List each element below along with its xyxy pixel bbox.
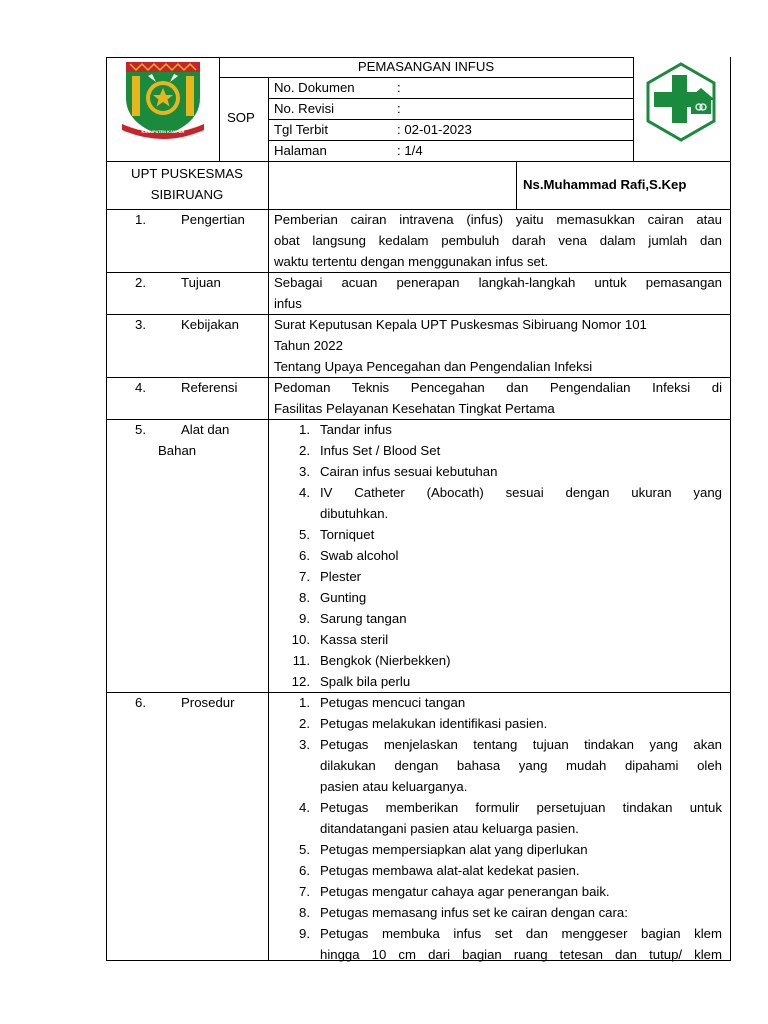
organization-name: UPT PUSKESMAS	[131, 166, 243, 181]
organization-name: SIBIRUANG	[150, 187, 224, 202]
list-item	[274, 734, 722, 755]
list-item	[274, 650, 722, 671]
list-text: Petugas memasang infus set ke cairan dengan cara:	[320, 905, 628, 920]
list-item-continuation	[274, 944, 722, 965]
list-number: 7.	[299, 884, 310, 899]
table-line	[633, 57, 634, 161]
list-text: Bengkok (Nierbekken)	[320, 653, 451, 668]
list-text: pasien atau keluarganya.	[320, 779, 468, 794]
list-number: 9.	[299, 926, 310, 941]
list-text: Gunting	[320, 590, 367, 605]
table-line	[268, 77, 269, 161]
paragraph-line: Sebagai acuan penerapan langkah-langkah untuk pemasangan	[274, 275, 722, 290]
table-line	[730, 57, 731, 961]
list-item	[274, 881, 722, 902]
list-number: 7.	[299, 569, 310, 584]
list-number: 3.	[299, 737, 310, 752]
list-text: Kassa steril	[320, 632, 389, 647]
doc-field-label: No. Revisi	[274, 101, 335, 116]
list-item-continuation	[274, 776, 722, 797]
paragraph-line: Fasilitas Pelayanan Kesehatan Tingkat Pertama	[274, 401, 555, 416]
list-item	[274, 419, 722, 440]
list-number: 9.	[299, 611, 310, 626]
list-item	[274, 440, 722, 461]
list-text: Petugas melakukan identifikasi pasien.	[320, 716, 548, 731]
doc-field-value: :	[397, 101, 401, 116]
list-number: 12.	[291, 674, 310, 689]
section-number: 1.	[135, 212, 146, 227]
list-number: 8.	[299, 905, 310, 920]
paragraph-line: Tahun 2022	[274, 338, 343, 353]
section-content	[274, 272, 722, 314]
list-number: 11.	[292, 653, 310, 668]
puskesmas-logo-icon	[641, 62, 721, 142]
list-item	[274, 524, 722, 545]
list-item	[274, 629, 722, 650]
list-text: Petugas memberikan formulir persetujuan tindakan untuk	[320, 800, 722, 815]
doc-field-label: Halaman	[274, 143, 327, 158]
list-number: 4.	[299, 800, 310, 815]
list-item	[274, 839, 722, 860]
section-label: Alat dan	[181, 422, 230, 437]
list-number: 5.	[299, 842, 310, 857]
list-number: 1.	[299, 422, 310, 437]
list-text: Spalk bila perlu	[320, 674, 411, 689]
section-label: Kebijakan	[181, 317, 239, 332]
list-text: dibutuhkan.	[320, 506, 389, 521]
list-text: ditandatangani pasien atau keluarga pasien.	[320, 821, 579, 836]
list-text: dilakukan dengan bahasa yang mudah dipahami oleh	[320, 758, 722, 773]
list-item	[274, 671, 722, 692]
table-line	[106, 161, 731, 162]
list-item	[274, 482, 722, 503]
doc-field-label: Tgl Terbit	[274, 122, 328, 137]
table-line	[268, 161, 269, 961]
list-item	[274, 566, 722, 587]
list-number: 2.	[299, 443, 310, 458]
kampar-regency-emblem-icon	[118, 58, 208, 140]
paragraph-line: obat langsung kedalam pembuluh darah vena dalam jumlah dan	[274, 233, 722, 248]
list-number: 2.	[299, 716, 310, 731]
list-text: Sarung tangan	[320, 611, 407, 626]
list-text: Petugas mengatur cahaya agar penerangan baik.	[320, 884, 610, 899]
paragraph-line: waktu tertentu dengan menggunakan infus set.	[274, 254, 549, 269]
table-line	[516, 161, 517, 209]
list-text: Plester	[320, 569, 362, 584]
list-item	[274, 860, 722, 881]
list-item	[274, 587, 722, 608]
section-content	[274, 377, 722, 419]
list-text: Tandar infus	[320, 422, 392, 437]
list-text: Petugas mempersiapkan alat yang diperlukan	[320, 842, 588, 857]
list-item	[274, 461, 722, 482]
doc-field-value: : 1/4	[397, 143, 423, 158]
paragraph-line: Tentang Upaya Pencegahan dan Pengendalian Infeksi	[274, 359, 593, 374]
doc-field-label: No. Dokumen	[274, 80, 355, 95]
section-number: 2.	[135, 275, 146, 290]
section-content	[274, 209, 722, 272]
paragraph-line: Pemberian cairan intravena (infus) yaitu memasukkan cairan atau	[274, 212, 722, 227]
list-text: hingga 10 cm dari bagian ruang tetesan dan tutup/ klem	[320, 947, 722, 962]
list-item	[274, 902, 722, 923]
paragraph-line: Surat Keputusan Kepala UPT Puskesmas Sibiruang Nomor 101	[274, 317, 647, 332]
list-number: 5.	[299, 527, 310, 542]
list-number: 1.	[299, 695, 310, 710]
section-number: 4.	[135, 380, 146, 395]
procedure-list	[274, 692, 722, 965]
list-number: 8.	[299, 590, 310, 605]
page-title: PEMASANGAN INFUS	[357, 59, 495, 74]
list-number: 10.	[291, 632, 310, 647]
paragraph-line: infus	[274, 296, 302, 311]
list-number: 4.	[299, 485, 310, 500]
list-item	[274, 923, 722, 944]
section-label: Prosedur	[181, 695, 235, 710]
paragraph-line: Pedoman Teknis Pencegahan dan Pengendalian Infeksi di	[274, 380, 722, 395]
list-text: Infus Set / Blood Set	[320, 443, 441, 458]
list-text: Cairan infus sesuai kebutuhan	[320, 464, 498, 479]
section-number: 6.	[135, 695, 146, 710]
section-content	[274, 314, 722, 377]
list-item	[274, 692, 722, 713]
section-label: Pengertian	[181, 212, 245, 227]
section-label: Referensi	[181, 380, 238, 395]
emblem-banner-text: KABUPATEN KAMPAR	[141, 129, 185, 134]
sop-label: SOP	[227, 110, 255, 125]
list-text: Swab alcohol	[320, 548, 399, 563]
list-item	[274, 545, 722, 566]
list-item-continuation	[274, 755, 722, 776]
section-label: Tujuan	[181, 275, 221, 290]
list-text: Torniquet	[320, 527, 375, 542]
list-item	[274, 713, 722, 734]
list-text: Petugas membuka infus set dan menggeser bagian klem	[320, 926, 722, 941]
list-text: Petugas membawa alat-alat kedekat pasien.	[320, 863, 580, 878]
list-text: IV Catheter (Abocath) sesuai dengan ukuran yang	[320, 485, 722, 500]
section-number: 5.	[135, 422, 146, 437]
list-item	[274, 797, 722, 818]
section-label: Bahan	[158, 443, 197, 458]
list-number: 6.	[299, 863, 310, 878]
section-number: 3.	[135, 317, 146, 332]
list-text: Petugas menjelaskan tentang tujuan tindakan yang akan	[320, 737, 722, 752]
doc-field-value: : 02-01-2023	[397, 122, 472, 137]
signer-name: Ns.Muhammad Rafi,S.Kep	[523, 177, 687, 192]
list-item	[274, 608, 722, 629]
list-number: 3.	[299, 464, 310, 479]
doc-field-value: :	[397, 80, 401, 95]
list-item-continuation	[274, 818, 722, 839]
list-item-continuation	[274, 503, 722, 524]
equipment-list	[274, 419, 722, 692]
list-text: Petugas mencuci tangan	[320, 695, 466, 710]
list-number: 6.	[299, 548, 310, 563]
